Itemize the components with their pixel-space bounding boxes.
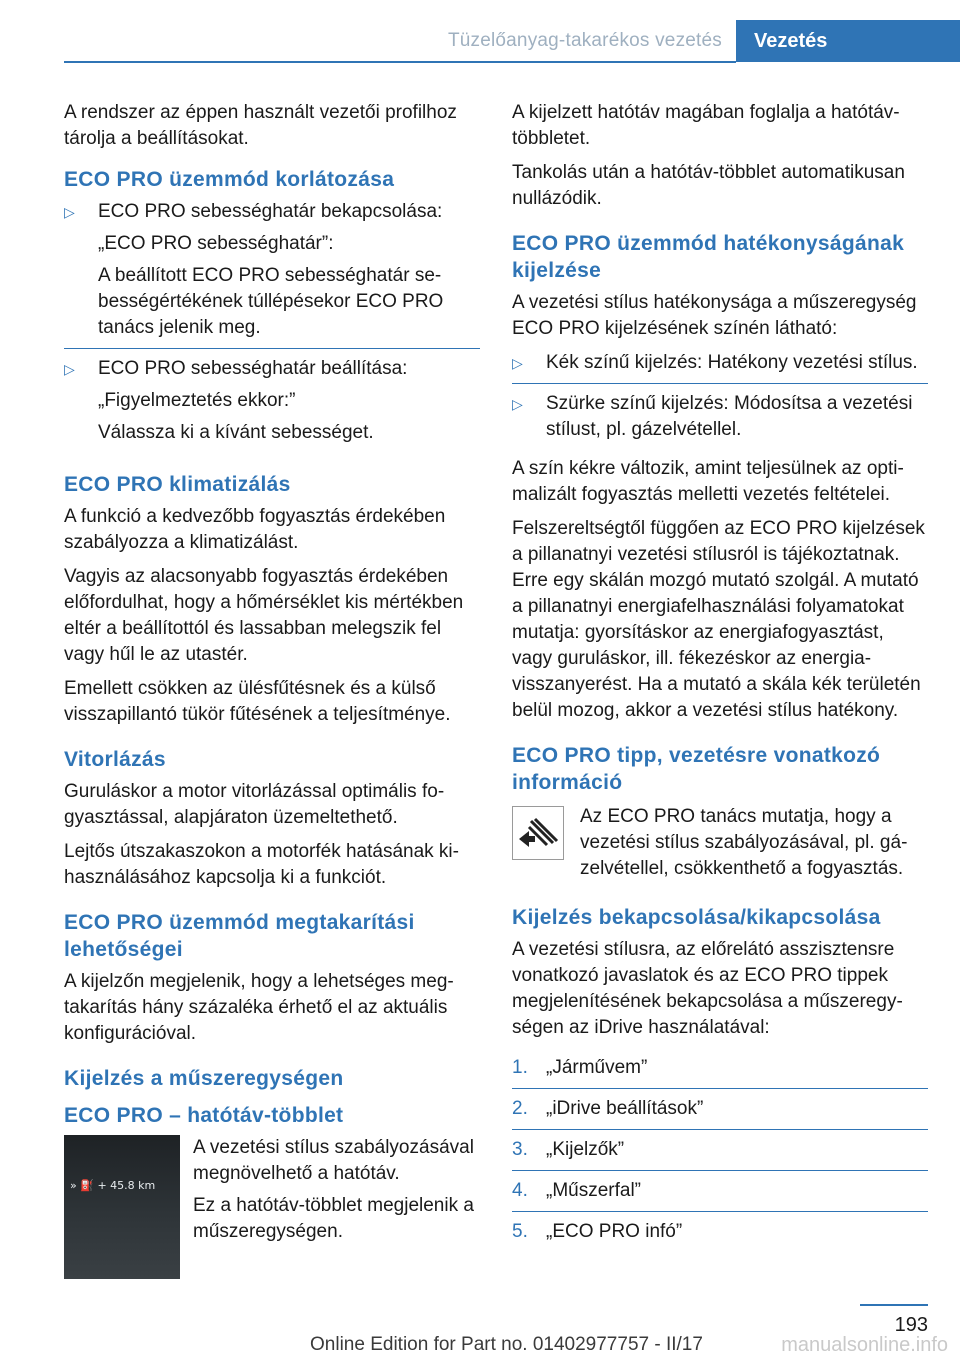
steps-list: [512, 1055, 928, 1252]
paragraph: A vezetési stílusra, az előrelátó asszisztensre vonatkozó javaslatok és az ECO PRO tippek megjelenítésének bekapcsolása a műszeregységen az iDrive használatával:: [512, 939, 903, 1038]
right-column: [512, 100, 928, 1259]
step-text: „Kijelzők”: [546, 1139, 625, 1160]
step-item: [512, 1137, 928, 1171]
cluster-readout: [70, 1179, 155, 1192]
heading-tip: ECO PRO tipp, vezetésre vonatkozó információ: [512, 744, 881, 794]
heading-sail: Vitorlázás: [64, 748, 166, 771]
limit-list: [64, 199, 480, 453]
heading-clima: ECO PRO klimatizálás: [64, 473, 291, 496]
step-number: 5.: [512, 1221, 528, 1242]
step-number: 3.: [512, 1139, 528, 1160]
step-item: [512, 1178, 928, 1212]
step-item: [512, 1096, 928, 1130]
step-number: 4.: [512, 1180, 528, 1201]
step-item: [512, 1219, 928, 1252]
paragraph: Lejtős útszakaszokon a motorfék hatásának kihasználásához kapcsolja ki a funkciót.: [64, 841, 459, 888]
list-item: [64, 199, 480, 349]
range-value: + 45.8 km: [97, 1179, 156, 1192]
step-text: „Járművem”: [546, 1057, 648, 1078]
paragraph: A vezetési stílus hatékonysága a műszeregység ECO PRO kijelzésének színén látható:: [512, 292, 917, 339]
list-item-menu: „ECO PRO sebességhatár”:: [98, 233, 334, 254]
footer-rule: [860, 1304, 928, 1306]
list-item-text: Kék színű kijelzés: Hatékony vezetési stílus.: [546, 352, 918, 373]
paragraph: Tankolás után a hatótáv-többlet automatikusan nullázódik.: [512, 162, 905, 209]
triangle-bullet-icon: ▷: [64, 204, 75, 220]
step-text: „Műszerfal”: [546, 1180, 642, 1201]
eco-tip-icon: [512, 806, 564, 860]
range-text: [193, 1135, 480, 1251]
heading-savings: ECO PRO üzemmód megtakarítási lehetőségei: [64, 911, 415, 961]
list-item: [512, 391, 928, 450]
instrument-cluster-image: [64, 1135, 180, 1279]
heading-limit: ECO PRO üzemmód korlátozása: [64, 168, 395, 191]
list-item-note: Válassza ki a kívánt sebességet.: [98, 422, 374, 443]
paragraph: A szín kékre változik, amint teljesülnek az optimalizált fogyasztás melletti vezetés feltételei.: [512, 458, 904, 505]
range-figure-row: [64, 1135, 480, 1279]
intro-paragraph: A rendszer az éppen használt vezetői profilhoz tárolja a beállításokat.: [64, 102, 457, 149]
step-item: [512, 1055, 928, 1089]
paragraph: A kijelzett hatótáv magában foglalja a hatótáv-többletet.: [512, 102, 900, 149]
list-item-menu: „Figyelmeztetés ekkor:”: [98, 390, 296, 411]
heading-onoff: Kijelzés bekapcsolása/kikapcsolása: [512, 906, 881, 929]
list-item-text: ECO PRO sebességhatár bekapcsolása:: [98, 201, 443, 222]
step-text: „iDrive beállítások”: [546, 1098, 704, 1119]
heading-display: Kijelzés a műszeregységen: [64, 1067, 344, 1090]
list-item: [512, 350, 928, 384]
list-item-text: Szürke színű kijelzés: Módosítsa a vezetési stílust, pl. gázelvétellel.: [546, 393, 913, 440]
left-column: [64, 100, 480, 1279]
chapter-tab[interactable]: Vezetés: [736, 20, 960, 62]
paragraph: Emellett csökken az ülésfűtésnek és a külső visszapillantó tükör fűtésének a teljesítménye.: [64, 678, 451, 725]
tip-row: [512, 804, 928, 890]
paragraph: Ez a hatótáv-többlet megjelenik a műszeregységen.: [193, 1195, 474, 1242]
step-number: 2.: [512, 1098, 528, 1119]
paragraph: Az ECO PRO tanács mutatja, hogy a vezetési stílus szabályozásával, pl. gázelvétellel, csökkenthető a fogyasztás.: [580, 806, 908, 879]
paragraph: A vezetési stílus szabályozásával megnövelhető a hatótáv.: [193, 1137, 474, 1184]
fuel-pump-icon: ⛽: [80, 1179, 94, 1192]
page-number: 193: [894, 1314, 928, 1336]
list-item: [64, 356, 480, 453]
paragraph: Vagyis az alacsonyabb fogyasztás érdekében előfordulhat, hogy a hőmérséklet kis mértékben eltér a beállítottól és lassabban melegszik fel vagy hűl le az utastér.: [64, 566, 464, 665]
heading-efficiency: ECO PRO üzemmód hatékonyságának kijelzése: [512, 232, 905, 282]
step-text: „ECO PRO infó”: [546, 1221, 683, 1242]
paragraph: Felszereltségtől függően az ECO PRO kijelzések a pillanatnyi vezetési stílusról is tájékoztatnak. Erre egy skálán mozgó mutató szolgál. A mutató a pillanatnyi energiafelhasználási folyamatokat mutatja: gyorsításkor az energiafogyasztást, vagy guruláskor, ill. fékezéskor az energia-visszanyerést. Ha a mutató a skála kék területén belül mozog, akkor a vezetési stílus hatékony.: [512, 518, 925, 721]
paragraph: A funkció a kedvezőbb fogyasztás érdekében szabályozza a klimatizálást.: [64, 506, 446, 553]
paragraph: A kijelzőn megjelenik, hogy a lehetséges megtakarítás hány százaléka érhető el az aktuális konfigurációval.: [64, 971, 454, 1044]
page-header: [0, 20, 960, 62]
list-item-note: A beállított ECO PRO sebességhatár sebességértékének túllépésekor ECO PRO tanács jelenik meg.: [98, 265, 444, 338]
step-number: 1.: [512, 1057, 528, 1078]
triangle-bullet-icon: ▷: [512, 396, 523, 412]
triangle-bullet-icon: ▷: [64, 361, 75, 377]
fast-forward-icon: »: [70, 1179, 77, 1192]
watermark: manualsonline.info: [781, 1334, 948, 1356]
edition-note: Online Edition for Part no. 01402977757 - II/17: [310, 1334, 703, 1355]
list-item-text: ECO PRO sebességhatár beállítása:: [98, 358, 408, 379]
header-rule: [64, 61, 736, 63]
efficiency-list: [512, 350, 928, 450]
section-title: Tüzelőanyag-takarékos vezetés: [447, 30, 722, 51]
paragraph: Guruláskor a motor vitorlázással optimális fogyasztással, alapjáraton üzemeltethető.: [64, 781, 445, 828]
triangle-bullet-icon: ▷: [512, 355, 523, 371]
heading-range: ECO PRO – hatótáv-többlet: [64, 1104, 344, 1127]
